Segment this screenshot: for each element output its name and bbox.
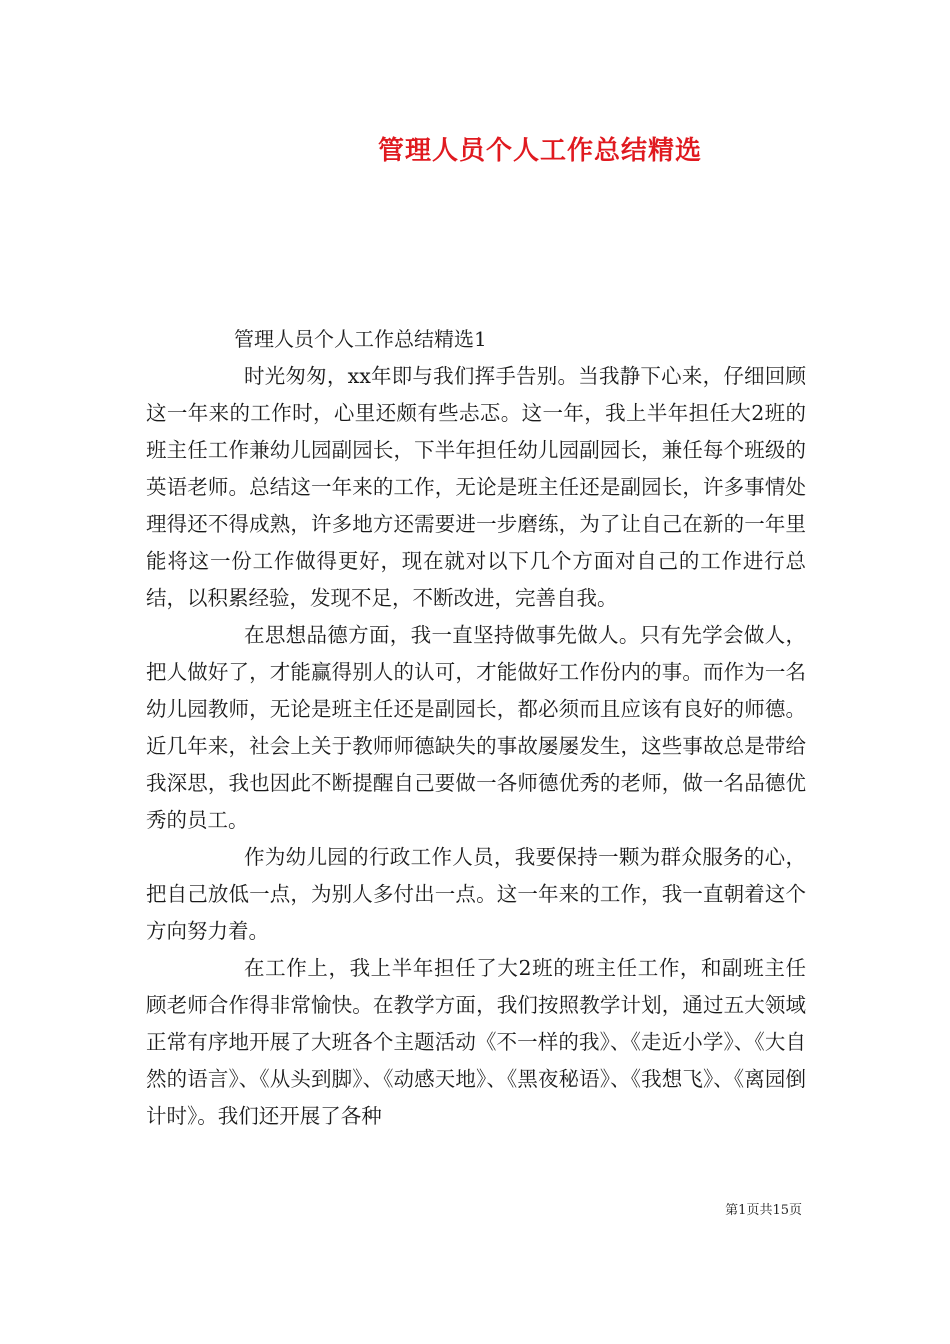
paragraph-1: 时光匆匆，xx年即与我们挥手告别。当我静下心来，仔细回顾这一年来的工作时，心里还颇有些忐忑。这一年，我上半年担任大2班的班主任工作兼幼儿园副园长，下半年担任幼儿园副园长，兼任每个班级的英语老师。总结这一年来的工作，无论是班主任还是副园长，许多事情处理得还不得成熟，许多地方还需要进一步磨练，为了让自己在新的一年里能将这一份工作做得更好，现在就对以下几个方面对自己的工作进行总结，以积累经验，发现不足，不断改进，完善自我。: [146, 364, 806, 610]
paragraph-3: 作为幼儿园的行政工作人员，我要保持一颗为群众服务的心，把自己放低一点，为别人多付出一点。这一年来的工作，我一直朝着这个方向努力着。: [146, 845, 806, 943]
page-number-footer: 第1页共15页: [725, 1203, 802, 1218]
document-body: [146, 321, 806, 1135]
section-heading: 管理人员个人工作总结精选1: [234, 327, 487, 351]
document-title: 管理人员个人工作总结精选: [377, 136, 702, 166]
paragraph-4: 在工作上，我上半年担任了大2班的班主任工作，和副班主任顾老师合作得非常愉快。在教学方面，我们按照教学计划，通过五大领域正常有序地开展了大班各个主题活动《不一样的我》、《走近小学》、《大自然的语言》、《从头到脚》、《动感天地》、《黑夜秘语》、《我想飞》、《离园倒计时》。我们还开展了各种: [146, 956, 806, 1128]
paragraph-2: 在思想品德方面，我一直坚持做事先做人。只有先学会做人，把人做好了，才能赢得别人的认可，才能做好工作份内的事。而作为一名幼儿园教师，无论是班主任还是副园长，都必须而且应该有良好的师德。近几年来，社会上关于教师师德缺失的事故屡屡发生，这些事故总是带给我深思，我也因此不断提醒自己要做一各师德优秀的老师，做一名品德优秀的员工。: [146, 623, 806, 832]
